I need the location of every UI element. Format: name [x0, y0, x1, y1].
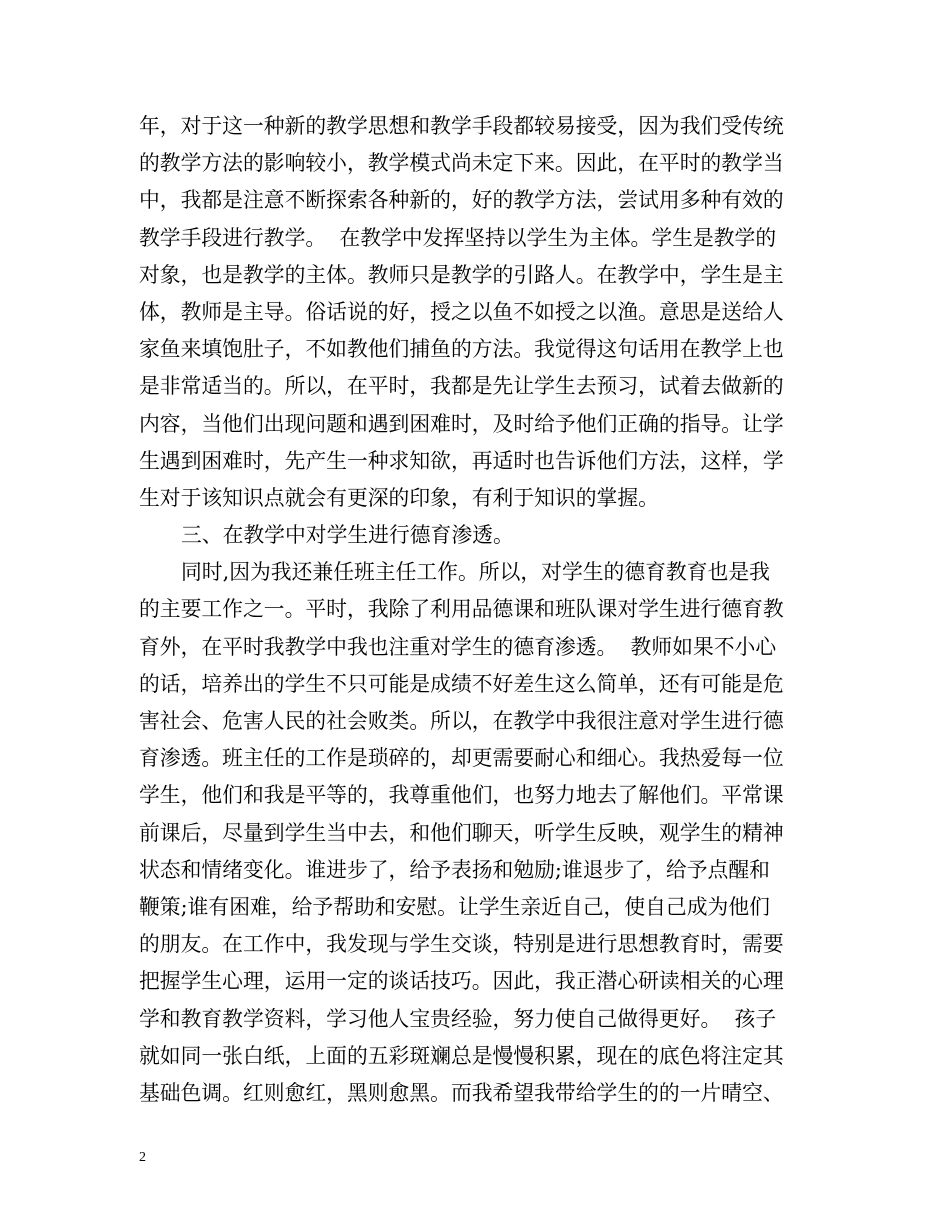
text-line: 学生，他们和我是平等的，我尊重他们，也努力地去了解他们。平常课 [139, 783, 784, 808]
text-line: 的主要工作之一。平时，我除了利用品德课和班队课对学生进行德育教 [139, 597, 784, 622]
text-line: 的话，培养出的学生不只可能是成绩不好差生这么简单，还有可能是危 [139, 671, 784, 696]
text-line: 育外，在平时我教学中我也注重对学生的德育渗透。 教师如果不小心 [139, 634, 777, 659]
text-line: 基础色调。红则愈红，黑则愈黑。而我希望我带给学生的的一片晴空、 [139, 1080, 784, 1105]
text-line: 把握学生心理，运用一定的谈话技巧。因此，我正潜心研读相关的心理 [139, 969, 784, 994]
text-line: 内容，当他们出现问题和遇到困难时，及时给予他们正确的指导。让学 [139, 411, 784, 436]
text-line: 的朋友。在工作中，我发现与学生交谈，特别是进行思想教育时，需要 [139, 932, 784, 957]
text-line: 家鱼来填饱肚子，不如教他们捕鱼的方法。我觉得这句话用在教学上也 [139, 337, 784, 362]
text-line: 的教学方法的影响较小，教学模式尚未定下来。因此，在平时的教学当 [139, 151, 784, 176]
text-line: 就如同一张白纸，上面的五彩斑斓总是慢慢积累，现在的底色将注定其 [139, 1043, 784, 1068]
text-line: 是非常适当的。所以，在平时，我都是先让学生去预习，试着去做新的 [139, 374, 784, 399]
text-line: 中，我都是注意不断探索各种新的，好的教学方法，尝试用多种有效的 [139, 188, 784, 213]
text-line: 教学手段进行教学。 在教学中发挥坚持以学生为主体。学生是教学的 [139, 225, 777, 250]
text-line: 鞭策;谁有困难，给予帮助和安慰。让学生亲近自己，使自己成为他们 [139, 894, 770, 919]
text-line: 对象，也是教学的主体。教师只是教学的引路人。在教学中，学生是主 [139, 262, 784, 287]
text-line: 体，教师是主导。俗话说的好，授之以鱼不如授之以渔。意思是送给人 [139, 299, 784, 324]
body-text [139, 108, 819, 1112]
text-line: 同时,因为我还兼任班主任工作。所以，对学生的德育教育也是我 [181, 560, 770, 585]
text-line: 育渗透。班主任的工作是琐碎的，却更需要耐心和细心。我热爱每一位 [139, 746, 784, 771]
text-line: 生遇到困难时，先产生一种求知欲，再适时也告诉他们方法，这样，学 [139, 448, 784, 473]
text-line: 状态和情绪变化。谁进步了，给予表扬和勉励;谁退步了，给予点醒和 [139, 857, 770, 882]
text-line: 学和教育教学资料，学习他人宝贵经验，努力使自己做得更好。 孩子 [139, 1006, 777, 1031]
text-line: 年，对于这一种新的教学思想和教学手段都较易接受，因为我们受传统 [139, 114, 784, 138]
section-heading: 三、在教学中对学生进行德育渗透。 [181, 523, 514, 548]
text-line: 前课后，尽量到学生当中去，和他们聊天，听学生反映，观学生的精神 [139, 820, 784, 845]
text-line: 生对于该知识点就会有更深的印象，有利于知识的掌握。 [139, 485, 659, 510]
text-line: 害社会、危害人民的社会败类。所以，在教学中我很注意对学生进行德 [139, 709, 784, 733]
page-number: 2 [139, 1150, 146, 1165]
